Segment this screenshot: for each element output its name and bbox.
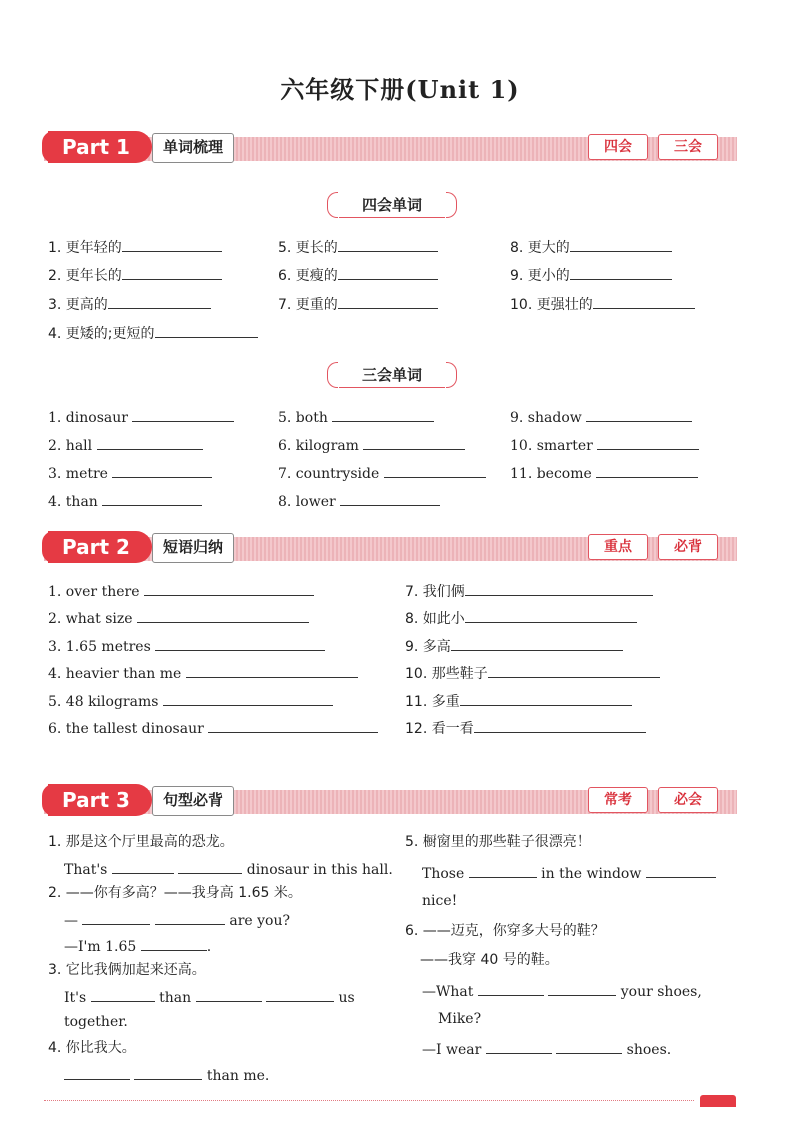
- part2-header: [44, 531, 737, 565]
- sentence-q1-answer: That's dinosaur in this hall.: [64, 859, 393, 879]
- sentence-q6-answer-b: Mike?: [438, 1011, 482, 1027]
- part1-header: [44, 131, 737, 165]
- sentence-q6-answer: —What your shoes,: [422, 981, 702, 1001]
- sentence-q4: 4. 你比我大。: [48, 1040, 136, 1056]
- sentence-q3-answer: It's than us: [64, 987, 355, 1007]
- sentence-q3: 3. 它比我俩加起来还高。: [48, 962, 206, 978]
- part2-tag-must: 必背: [658, 534, 718, 560]
- list-item: 6. kilogram: [278, 435, 465, 455]
- footer-divider: [44, 1100, 694, 1101]
- part1-label: 单词梳理: [152, 133, 234, 163]
- list-item: 3. 更高的: [48, 294, 211, 314]
- part3-pill: Part 3: [48, 784, 152, 816]
- list-item: 9. 更小的: [510, 265, 672, 285]
- list-item: 5. 更长的: [278, 237, 438, 257]
- sentence-q2-answer-b: —I'm 1.65 .: [64, 936, 211, 956]
- list-item: 3. metre: [48, 463, 212, 483]
- part2-pill: Part 2: [48, 531, 152, 563]
- four-skill-subheader: 四会单词: [327, 192, 457, 218]
- sentence-q6: 6. ——迈克，你穿多大号的鞋？: [405, 923, 605, 939]
- part2-tag-key: 重点: [588, 534, 648, 560]
- part1-tag-three: 三会: [658, 134, 718, 160]
- list-item: 2. what size: [48, 608, 309, 628]
- list-item: 4. 更矮的;更短的: [48, 323, 258, 343]
- sentence-q4-answer: than me.: [64, 1065, 269, 1085]
- list-item: 8. lower: [278, 491, 440, 511]
- sentence-q6-answer-c: —I wear shoes.: [422, 1039, 671, 1059]
- sentence-q1: 1. 那是这个厅里最高的恐龙。: [48, 834, 234, 850]
- list-item: 4. than: [48, 491, 202, 511]
- sentence-q3-answer-b: together.: [64, 1014, 128, 1030]
- part3-label: 句型必背: [152, 786, 234, 816]
- list-item: 10. smarter: [510, 435, 699, 455]
- list-item: 6. 更瘦的: [278, 265, 438, 285]
- three-skill-subheader: 三会单词: [327, 362, 457, 388]
- sentence-q5-answer: Those in the window: [422, 863, 716, 883]
- part3-tag-common: 常考: [588, 787, 648, 813]
- sentence-q2: 2. ——你有多高？——我身高 1.65 米。: [48, 885, 302, 901]
- sentence-q6-b: ——我穿 40 号的鞋。: [420, 952, 559, 968]
- list-item: 10. 更强壮的: [510, 294, 695, 314]
- list-item: 1. over there: [48, 581, 314, 601]
- list-item: 3. 1.65 metres: [48, 636, 325, 656]
- list-item: 1. dinosaur: [48, 407, 234, 427]
- list-item: 7. 更重的: [278, 294, 438, 314]
- list-item: 4. heavier than me: [48, 663, 358, 683]
- part3-tag-master: 必会: [658, 787, 718, 813]
- list-item: 2. hall: [48, 435, 203, 455]
- list-item: 5. 48 kilograms: [48, 691, 333, 711]
- page-corner-mark: [700, 1095, 736, 1107]
- list-item: 8. 更大的: [510, 237, 672, 257]
- list-item: 11. become: [510, 463, 698, 483]
- list-item: 5. both: [278, 407, 434, 427]
- sentence-q5-answer-b: nice!: [422, 893, 458, 909]
- list-item: 9. shadow: [510, 407, 692, 427]
- list-item: 9. 多高: [405, 636, 623, 656]
- sentence-q5: 5. 橱窗里的那些鞋子很漂亮！: [405, 834, 591, 850]
- list-item: 11. 多重: [405, 691, 632, 711]
- list-item: 12. 看一看: [405, 718, 646, 738]
- list-item: 2. 更年长的: [48, 265, 222, 285]
- sentence-q2-answer-a: — are you?: [64, 910, 290, 930]
- list-item: 1. 更年轻的: [48, 237, 222, 257]
- list-item: 7. 我们俩: [405, 581, 653, 601]
- part3-header: [44, 784, 737, 818]
- list-item: 7. countryside: [278, 463, 486, 483]
- list-item: 10. 那些鞋子: [405, 663, 660, 683]
- part1-tag-four: 四会: [588, 134, 648, 160]
- page-title: 六年级下册(Unit 1): [280, 75, 520, 104]
- list-item: 6. the tallest dinosaur: [48, 718, 378, 738]
- list-item: 8. 如此小: [405, 608, 637, 628]
- part1-pill: Part 1: [48, 131, 152, 163]
- part2-label: 短语归纳: [152, 533, 234, 563]
